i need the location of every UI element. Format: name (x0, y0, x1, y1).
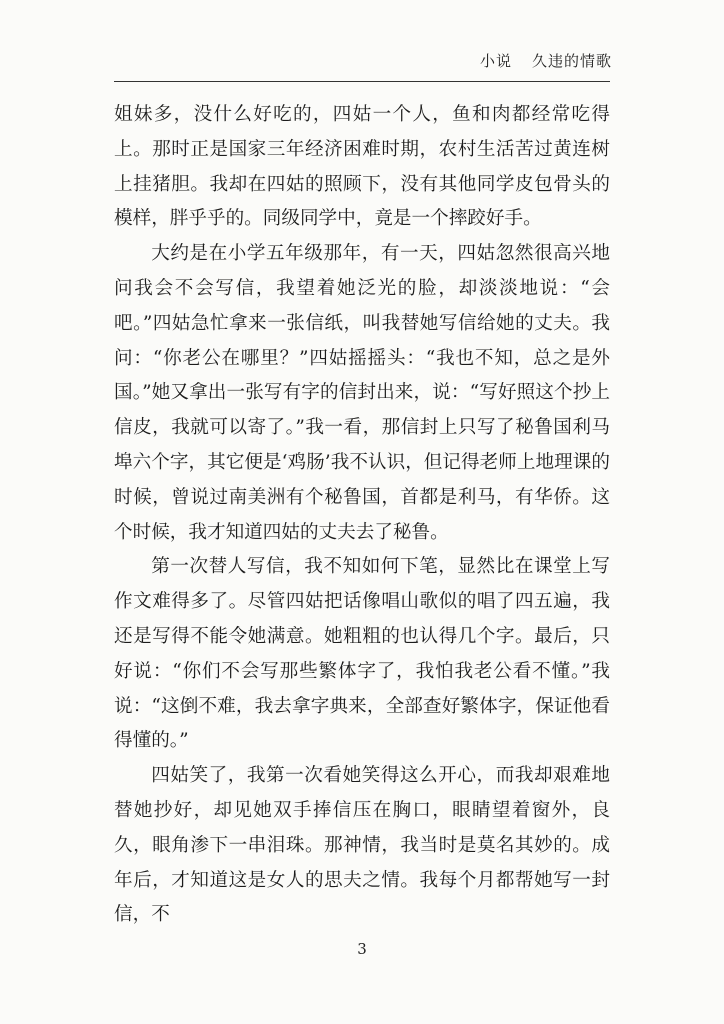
body-text (114, 98, 610, 933)
paragraph: 大约是在小学五年级那年，有一天，四姑忽然很高兴地问我会不会写信，我望着她泛光的脸，却淡淡地说：“会吧。”四姑急忙拿来一张信纸，叫我替她写信给她的丈夫。我问：“你老公在哪里？”四姑摇摇头：“我也不知，总之是外国。”她又拿出一张写有字的信封出来，说：“写好照这个抄上信皮，我就可以寄了。”我一看，那信封上只写了秘鲁国利马埠六个字，其它便是‘鸡肠’我不认识，但记得老师上地理课的时候，曾说过南美洲有个秘鲁国，首都是利马，有华侨。这个时候，我才知道四姑的丈夫去了秘鲁。 (114, 243, 610, 543)
paragraph: 姐妹多，没什么好吃的，四姑一个人，鱼和肉都经常吃得上。那时正是国家三年经济困难时期，农村生活苦过黄连树上挂猪胆。我却在四姑的照顾下，没有其他同学皮包骨头的模样，胖乎乎的。同级同学中，竟是一个摔跤好手。 (114, 104, 610, 230)
paragraph: 第一次替人写信，我不知如何下笔，显然比在课堂上写作文难得多了。尽管四姑把话像唱山歌似的唱了四五遍，我还是写得不能令她满意。她粗粗的也认得几个字。最后，只好说：“你们不会写那些繁体字了，我怕我老公看不懂。”我说：“这倒不难，我去拿字典来，全部查好繁体字，保证他看得懂的。” (114, 556, 610, 752)
header-chapter-title: 久违的情歌 (531, 52, 612, 70)
running-header (480, 50, 612, 71)
paragraph: 四姑笑了，我第一次看她笑得这么开心，而我却艰难地替她抄好，却见她双手捧信压在胸口，眼睛望着窗外，良久，眼角渗下一串泪珠。那神情，我当时是莫名其妙的。成年后，才知道这是女人的思夫之情。我每个月都帮她写一封信，不 (114, 765, 610, 926)
page-number: 3 (357, 940, 367, 958)
header-section-label: 小说 (479, 52, 512, 70)
header-divider (114, 81, 610, 82)
